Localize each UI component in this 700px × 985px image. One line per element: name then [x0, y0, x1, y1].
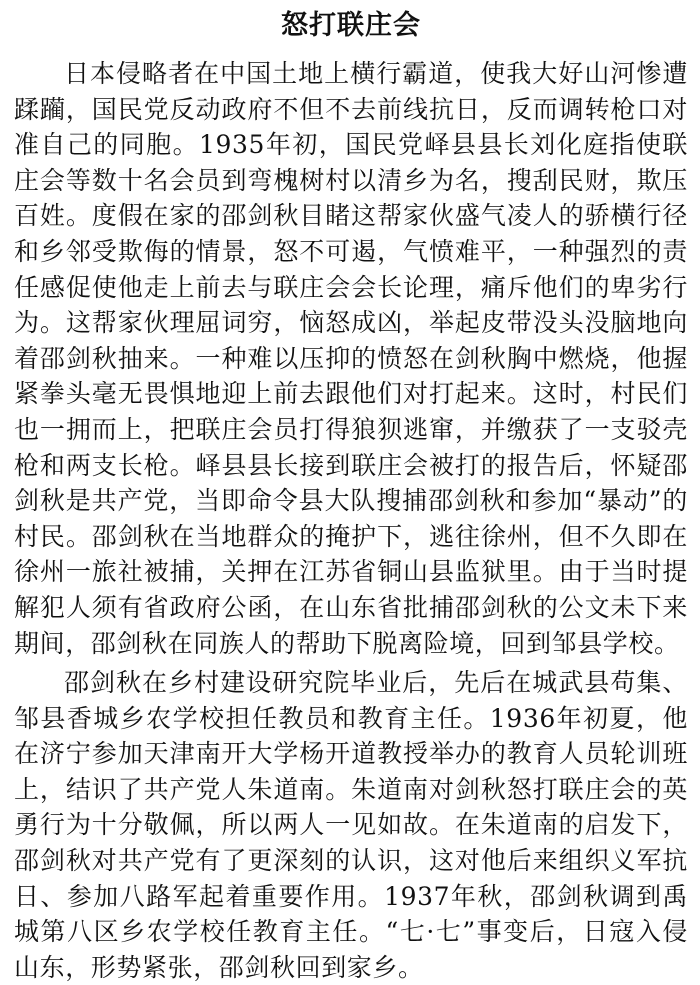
paragraph-1: 日本侵略者在中国土地上横行霸道，使我大好山河惨遭蹂躏，国民党反动政府不但不去前线抗日，反而调转枪口对准自己的同胞。1935年初，国民党峄县县长刘化庭指使联庄会等数十名会员到弯槐树村以清乡为名，搜刮民财，欺压百姓。度假在家的邵剑秋目睹这帮家伙盛气凌人的骄横行径和乡邻受欺侮的情景，怒不可遏，气愤难平，一种强烈的责任感促使他走上前去与联庄会会长论理，痛斥他们的卑劣行为。这帮家伙理屈词穷，恼怒成凶，举起皮带没头没脑地向着邵剑秋抽来。一种难以压抑的愤怒在剑秋胸中燃烧，他握紧拳头毫无畏惧地迎上前去跟他们对打起来。这时，村民们也一拥而上，把联庄会员打得狼狈逃窜，并缴获了一支驳壳枪和两支长枪。峄县县长接到联庄会被打的报告后，怀疑邵剑秋是共产党，当即命令县大队搜捕邵剑秋和参加“暴动”的村民。邵剑秋在当地群众的掩护下，逃往徐州，但不久即在徐州一旅社被捕，关押在江苏省铜山县监狱里。由于当时提解犯人须有省政府公函，在山东省批捕邵剑秋的公文未下来期间，邵剑秋在同族人的帮助下脱离险境，回到邹县学校。 — [14, 59, 688, 658]
article-title: 怒打联庄会 — [281, 10, 421, 41]
paragraph-2: 邵剑秋在乡村建设研究院毕业后，先后在城武县苟集、邹县香城乡农学校担任教员和教育主任。1936年初夏，他在济宁参加天津南开大学杨开道教授举办的教育人员轮训班上，结识了共产党人朱道南。朱道南对剑秋怒打联庄会的英勇行为十分敬佩，所以两人一见如故。在朱道南的启发下，邵剑秋对共产党有了更深刻的认识，这对他后来组织义军抗日、参加八路军起着重要作用。1937年秋，邵剑秋调到禹城第八区乡农学校任教育主任。“七·七”事变后，日寇入侵山东，形势紧张，邵剑秋回到家乡。 — [14, 668, 688, 982]
